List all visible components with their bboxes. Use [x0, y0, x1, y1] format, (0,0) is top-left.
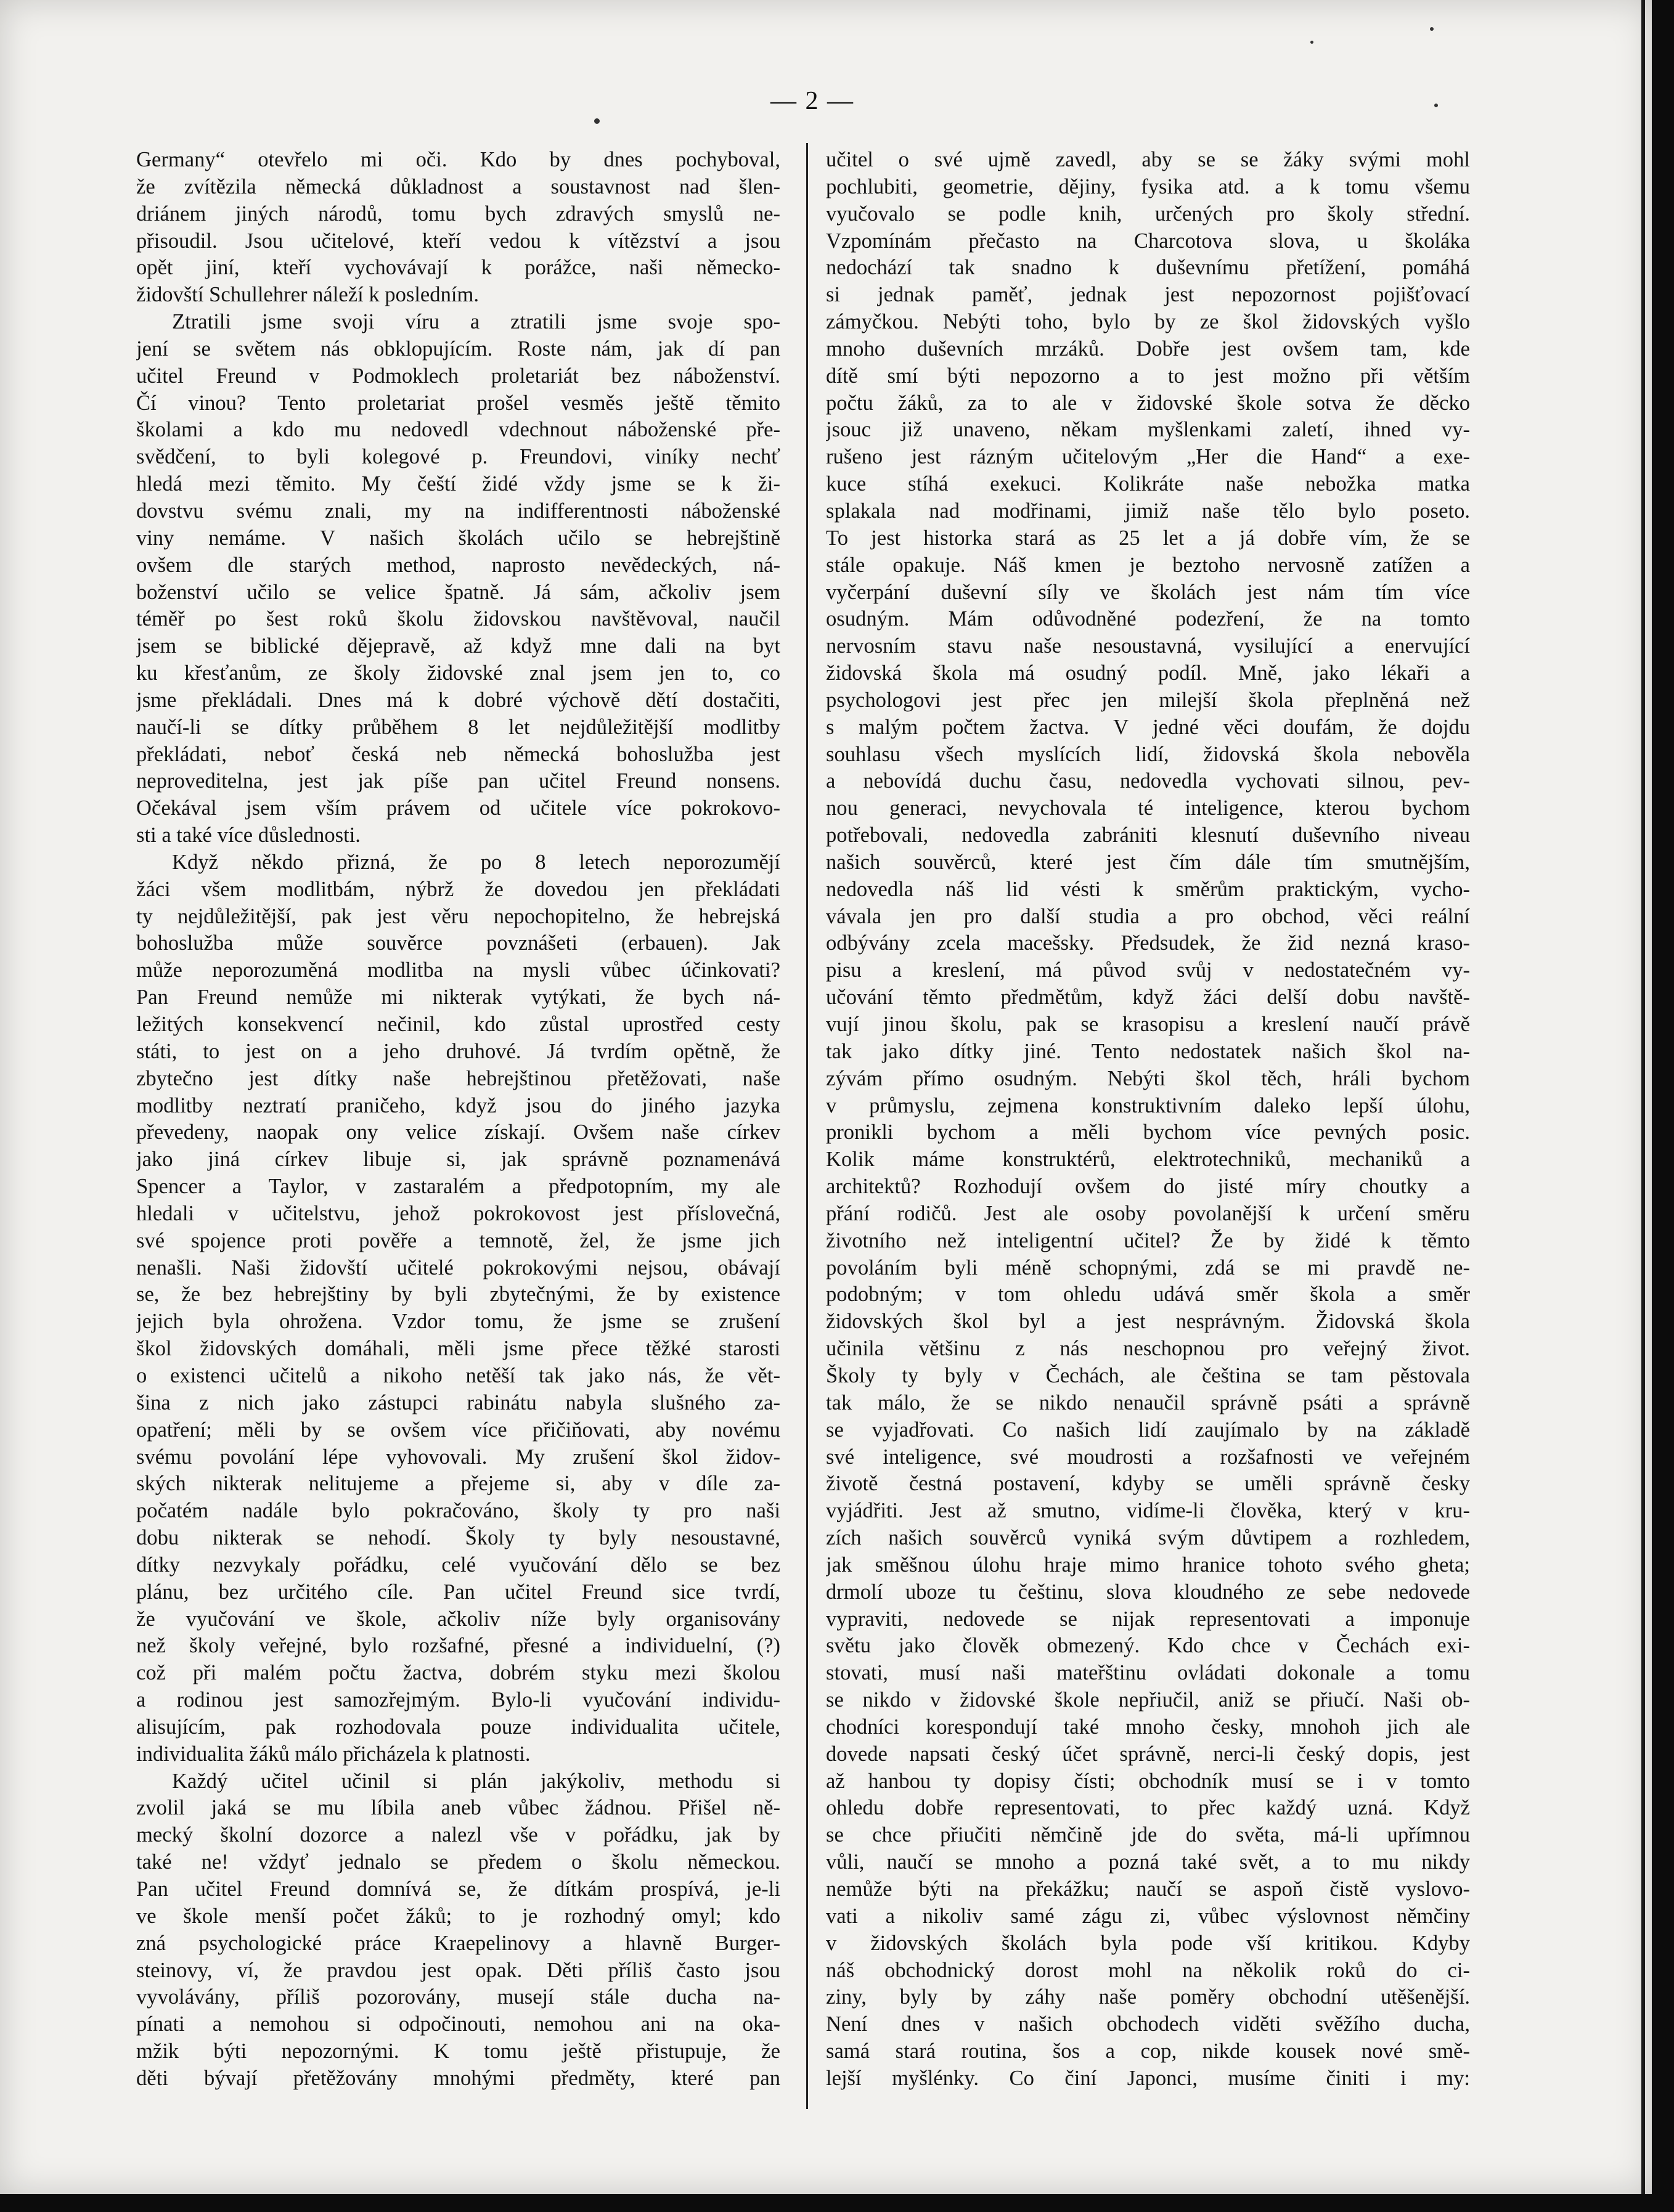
text-line: ziny, byly by záhy naše poměry obchodní utěšenější. — [826, 1985, 1470, 2009]
text-line: boženství učilo se velice špatně. Já sám, ačkoliv jsem — [136, 580, 780, 604]
print-speck — [1434, 104, 1438, 107]
text-line: jsme překládali. Dnes má k dobré výchově dětí dostačiti, — [136, 688, 780, 712]
right-column — [826, 147, 1470, 2092]
text-line: vati a nikoliv samé zágu zi, vůbec výslovnost němčiny — [826, 1904, 1470, 1928]
text-line: splakala nad modřinami, jimiž naše tělo bylo poseto. — [826, 499, 1470, 523]
text-line: v průmyslu, zejmena konstruktivním daleko lepší úlohu, — [826, 1093, 1470, 1117]
text-line: pronikli bychom a měli bychom více pevných posic. — [826, 1120, 1470, 1145]
text-line: stále opakuje. Náš kmen je beztoho nervosně zatížen a — [826, 553, 1470, 577]
text-line: Vzpomínám přečasto na Charcotova slova, u školáka — [826, 229, 1470, 253]
scan-border-bottom — [0, 2194, 1674, 2212]
text-line: ovšem dle starých method, naprosto nevědeckých, ná- — [136, 553, 780, 577]
text-line: chodníci korespondují také mnoho česky, mnohoh jich ale — [826, 1715, 1470, 1739]
text-line: zývám přímo osudným. Nebýti škol těch, hráli bychom — [826, 1066, 1470, 1090]
text-line: a nebovídá duchu času, nedovedla vychovati silnou, pev- — [826, 769, 1470, 793]
text-line: svědčení, to byli kolegové p. Freundovi, viníky nechť — [136, 445, 780, 469]
text-line: zná psychologické práce Kraepelinovy a hlavně Burger- — [136, 1931, 780, 1955]
text-line: židovská škola má osudný podíl. Mně, jako lékaři a — [826, 661, 1470, 685]
text-line: si jednak paměť, jednak jest nepozornost pojišťovací — [826, 283, 1470, 307]
text-line: naučí-li se dítky průběhem 8 let nejdůležitější modlitby — [136, 715, 780, 739]
print-speck — [1310, 41, 1313, 44]
text-line: v židovských školách byla pode vší kritikou. Kdyby — [826, 1931, 1470, 1955]
left-column — [136, 147, 780, 2092]
text-line: pisu a kreslení, má původ svůj v nedostatečném vy- — [826, 958, 1470, 982]
text-line: opět jiní, kteří vychovávají k porážce, naši německo- — [136, 256, 780, 280]
text-line: přisoudil. Jsou učitelové, kteří vedou k vítězství a jsou — [136, 229, 780, 253]
text-line: Ztratili jsme svoji víru a ztratili jsme svoje spo- — [172, 310, 780, 334]
text-line: psychologovi jest přec jen milejší škola přeplněná než — [826, 688, 1470, 712]
text-line: židovských škol byl a jest nesprávným. Židovská škola — [826, 1310, 1470, 1334]
text-line: pochlubiti, geometrie, dějiny, fysika atd. a k tomu všemu — [826, 174, 1470, 198]
text-line: Když někdo přizná, že po 8 letech neporozumějí — [172, 850, 780, 874]
text-line: tak jako dítky jiné. Tento nedostatek našich škol na- — [826, 1039, 1470, 1063]
text-line: dítě smí býti nepozorno a to jest možno při větším — [826, 364, 1470, 388]
text-line: dobu nikterak se nehodí. Školy ty byly nesoustavné, — [136, 1526, 780, 1550]
text-line: Germany“ otevřelo mi oči. Kdo by dnes pochyboval, — [136, 148, 780, 171]
text-line: překládati, neboť česká neb německá bohoslužba jest — [136, 742, 780, 766]
text-line: což při malém počtu žactva, dobrém styku mezi školou — [136, 1661, 780, 1685]
text-line: vávala jen pro další studia a pro obchod, věci reální — [826, 904, 1470, 928]
text-line: vůli, naučí se mnoho a pozná také svět, a to mu nikdy — [826, 1850, 1470, 1874]
text-line: s malým počtem žactva. V jedné věci doufám, že dojdu — [826, 715, 1470, 739]
text-line: mžik býti nepozornými. K tomu ještě přistupuje, že — [136, 2039, 780, 2063]
text-line: až hanbou ty dopisy čísti; obchodník musí se i v tomto — [826, 1769, 1470, 1793]
text-line: plánu, bez určitého cíle. Pan učitel Freund sice tvrdí, — [136, 1580, 780, 1604]
text-line: ty nejdůležitější, pak jest věru nepochopitelno, že hebrejská — [136, 904, 780, 928]
text-line: individualita žáků málo přicházela k platnosti. — [136, 1742, 531, 1766]
text-line: nemůže býti na překážku; naučí se aspoň čistě vyslovo- — [826, 1877, 1470, 1901]
text-line: stovati, musí naši mateřštinu ovládati dokonale a tomu — [826, 1661, 1470, 1685]
text-line: jak směšnou úlohu hraje mimo hranice tohoto svého gheta; — [826, 1553, 1470, 1577]
scan-border-right — [1652, 0, 1674, 2212]
text-line: může neporozuměná modlitba na mysli vůbec účinkovati? — [136, 958, 780, 982]
text-line: se vyjadřovati. Co našich lidí zaujímalo by na základě — [826, 1418, 1470, 1442]
text-line: souhlasu všech myslících lidí, židovská škola nebověla — [826, 742, 1470, 766]
text-line: přání rodičů. Jest ale osoby povolanější k určení směru — [826, 1201, 1470, 1225]
text-line: počtu žáků, za to ale v židovské škole sotva že děcko — [826, 391, 1470, 415]
text-line: rušeno jest rázným učitelovým „Her die Hand“ a exe- — [826, 445, 1470, 469]
text-line: převedeny, naopak ony velice získají. Ovšem naše církev — [136, 1120, 780, 1145]
text-line: zvolil jaká se mu líbila aneb vůbec žádnou. Přišel ně- — [136, 1796, 780, 1820]
text-line: nenašli. Naši židovští učitelé pokrokovými nejsou, obávají — [136, 1255, 780, 1279]
text-line: učování těmto předmětům, když žáci delší dobu navště- — [826, 986, 1470, 1010]
text-line: že vyučování ve škole, ačkoliv níže byly organisovány — [136, 1607, 780, 1631]
text-line: vyučovalo se podle knih, určených pro školy střední. — [826, 202, 1470, 226]
text-line: steinovy, ví, že pravdou jest opak. Děti příliš často jsou — [136, 1958, 780, 1982]
text-line: počatém nadále bylo pokračováno, školy ty pro naši — [136, 1499, 780, 1523]
text-line: jení se světem nás obklopujícím. Roste nám, jak dí pan — [136, 337, 780, 361]
text-line: nedochází tak snadno k duševnímu přetížení, pomáhá — [826, 256, 1470, 280]
text-line: povoláním byli méně schopnými, zdá se mi pravdě ne- — [826, 1255, 1470, 1279]
text-line: vyvolávány, příliš pozorovány, musejí stále ducha na- — [136, 1985, 780, 2009]
text-line: nedovedla náš lid vésti k směrům praktickým, vycho- — [826, 877, 1470, 901]
text-line: jsouc již unaveno, někam myšlenkami zaletí, ihned vy- — [826, 418, 1470, 442]
text-line: téměř po šest roků školu židovskou navštěvoval, naučil — [136, 607, 780, 631]
print-speck — [594, 118, 600, 124]
text-line: viny nemáme. V našich školách učilo se hebrejštině — [136, 526, 780, 550]
text-line: opatření; měli by se ovšem více přičiňovati, aby novému — [136, 1418, 780, 1442]
print-speck — [1430, 27, 1434, 31]
text-line: se chce přiučiti němčině jde do světa, má-li upřímnou — [826, 1823, 1470, 1847]
text-line: náš obchodnický dorost mohl na několik roků do ci- — [826, 1958, 1470, 1982]
text-line: vypraviti, nedovede se nijak representovati a imponuje — [826, 1607, 1470, 1631]
text-line: Čí vinou? Tento proletariat prošel vesměs ještě těmito — [136, 391, 780, 415]
text-line: hledali v učitelstvu, jehož pokrokovost jest příslovečná, — [136, 1201, 780, 1225]
text-line: drmolí uboze tu češtinu, slova kloudného ze sebe nedovede — [826, 1580, 1470, 1604]
text-line: vyčerpání duševní síly ve školách jest nám tím více — [826, 580, 1470, 604]
text-line: učitel Freund v Podmoklech proletariát bez náboženství. — [136, 364, 780, 388]
text-line: jejich byla ohrožena. Vzdor tomu, že jsme se zrušení — [136, 1310, 780, 1334]
text-line: Kolik máme konstruktérů, elektrotechniků, mechaniků a — [826, 1148, 1470, 1172]
text-line: svému povolání lépe vyhovovali. My zrušení škol židov- — [136, 1445, 780, 1469]
text-line: alisujícím, pak rozhodovala pouze individualita učitele, — [136, 1715, 780, 1739]
text-line: Spencer a Taylor, v zastaralém a předpotopním, my ale — [136, 1175, 780, 1199]
text-line: své inteligence, své moudrosti a rozšafnosti ve veřejném — [826, 1445, 1470, 1469]
text-line: dítky nezvykaly pořádku, celé vyučování dělo se bez — [136, 1553, 780, 1577]
page-number: — 2 — — [770, 87, 854, 115]
text-line: jako jiná církev libuje si, jak správně poznamenává — [136, 1148, 780, 1172]
text-line: jsem se biblické dějepravě, až když mne dali na byt — [136, 634, 780, 658]
text-line: ských nikterak nelitujeme a přejeme si, aby v díle za- — [136, 1472, 780, 1496]
text-line: architektů? Rozhodují ovšem do jisté míry choutky a — [826, 1175, 1470, 1199]
text-line: Pan učitel Freund domnívá se, že dítkám prospívá, je-li — [136, 1877, 780, 1901]
text-line: učinila většinu z nás neschopnou pro veřejný život. — [826, 1337, 1470, 1361]
text-line: driánem jiných národů, tomu bych zdravých smyslů ne- — [136, 202, 780, 226]
text-line: Očekával jsem vším právem od učitele více pokrokovo- — [136, 796, 780, 820]
text-line: potřebovali, nedovedla zabrániti klesnutí duševního niveau — [826, 823, 1470, 847]
text-line: nou generaci, nevychovala té inteligence, kterou bychom — [826, 796, 1470, 820]
text-line: pínati a nemohou si odpočinouti, nemohou ani na oka- — [136, 2012, 780, 2036]
text-line: a rodinou jest samozřejmým. Bylo-li vyučování individu- — [136, 1688, 780, 1712]
text-line: samá stará routina, šos a cop, nikde kousek nové smě- — [826, 2039, 1470, 2063]
text-line: odbývány zcela macešsky. Předsudek, že žid nezná kraso- — [826, 931, 1470, 955]
text-line: také ne! vždyť jednalo se předem o školu německou. — [136, 1850, 780, 1874]
text-line: ležitých konsekvencí nečinil, kdo zůstal uprostřed cesty — [136, 1013, 780, 1036]
text-line: děti bývají přetěžovány mnohými předměty, které pan — [136, 2066, 780, 2090]
text-line: šina z nich jako zástupci rabinátu nabyla slušného za- — [136, 1390, 780, 1414]
text-line: ku křesťanům, ze školy židovské znal jsem jen to, co — [136, 661, 780, 685]
text-line: tak málo, že se nikdo nenaučil správně psáti a správně — [826, 1390, 1470, 1414]
text-line: modlitby neztratí praničeho, když jsou do jiného jazyka — [136, 1093, 780, 1117]
text-line: o existenci učitelů a nikoho netěší tak jako nás, že vět- — [136, 1363, 780, 1387]
text-line: mecký školní dozorce a nalezl vše v pořádku, jak by — [136, 1823, 780, 1847]
text-line: podobným; v tom ohledu udává směr škola a směr — [826, 1283, 1470, 1307]
text-line: že zvítězila německá důkladnost a soustavnost nad šlen- — [136, 174, 780, 198]
text-line: učitel o své ujmě zavedl, aby se se žáky svými mohl — [826, 148, 1470, 171]
text-line: státi, to jest on a jeho druhové. Já tvrdím opětně, že — [136, 1039, 780, 1063]
text-line: školami a kdo mu nedovedl vdechnout náboženské pře- — [136, 418, 780, 442]
text-line: hledá mezi těmito. My čeští židé vždy jsme se k ži- — [136, 472, 780, 496]
text-line: Pan Freund nemůže mi nikterak vytýkati, že bych ná- — [136, 986, 780, 1010]
text-line: vyjádřiti. Jest až smutno, vidíme-li člověka, který v kru- — [826, 1499, 1470, 1523]
text-line: Školy ty byly v Čechách, ale čeština se tam pěstovala — [826, 1363, 1470, 1387]
page-edge-rule — [1641, 0, 1645, 2194]
text-line: se, že bez hebrejštiny by byli zbytečnými, že by existence — [136, 1283, 780, 1307]
column-divider — [806, 143, 808, 2109]
text-line: dovstvu svému znali, my na indifferentnosti náboženské — [136, 499, 780, 523]
text-line: ohledu dobře representovati, to přec každý uzná. Když — [826, 1796, 1470, 1820]
text-line: našich souvěrců, které jest čím dále tím smutnějším, — [826, 850, 1470, 874]
text-line: se nikdo v židovské škole nepřiučil, aniž se přiučí. Naši ob- — [826, 1688, 1470, 1712]
text-line: dovede napsati český účet správně, nerci-li český dopis, jest — [826, 1742, 1470, 1766]
text-line: Není dnes v našich obchodech viděti svěžího ducha, — [826, 2012, 1470, 2036]
text-line: zích našich souvěrců vyniká svým důvtipem a rozhledem, — [826, 1526, 1470, 1550]
text-line: životního než inteligentní učitel? Že by židé k těmto — [826, 1228, 1470, 1252]
text-line: sti a také více důslednosti. — [136, 823, 361, 847]
text-line: neproveditelna, jest jak píše pan učitel Freund nonsens. — [136, 769, 780, 793]
text-line: židovští Schullehrer náleží k posledním. — [136, 283, 480, 307]
text-line: lejší myšlénky. Co činí Japonci, musíme činiti i my: — [826, 2066, 1470, 2090]
text-line: To jest historka stará as 25 let a já dobře vím, že se — [826, 526, 1470, 550]
text-line: své spojence proti pověře a temnotě, žel, že jsme jich — [136, 1228, 780, 1252]
text-line: světu jako člověk obmezený. Kdo chce v Čechách exi- — [826, 1634, 1470, 1658]
text-line: než školy veřejné, bylo rozšafné, přesné a individuelní, (?) — [136, 1634, 780, 1658]
text-line: Každý učitel učinil si plán jakýkoliv, methodu si — [172, 1769, 780, 1793]
text-line: nervosním stavu naše nesoustavná, vysilující a enervující — [826, 634, 1470, 658]
text-line: zámyčkou. Nebýti toho, bylo by ze škol židovských vyšlo — [826, 310, 1470, 334]
text-line: mnoho duševních mrzáků. Dobře jest ovšem tam, kde — [826, 337, 1470, 361]
text-line: kuce stíhá exekuci. Kolikráte naše nebožka matka — [826, 472, 1470, 496]
text-line: ve škole menší počet žáků; to je rozhodný omyl; kdo — [136, 1904, 780, 1928]
text-line: vují jinou školu, pak se krasopisu a kreslení naučí právě — [826, 1013, 1470, 1036]
text-line: bohoslužba může souvěrce povznášeti (erbauen). Jak — [136, 931, 780, 955]
text-line: osudným. Mám odůvodněné podezření, že na tomto — [826, 607, 1470, 631]
text-line: škol židovských domáhali, měli jsme přece těžké starosti — [136, 1337, 780, 1361]
text-line: životě čestná postavení, kdyby se uměli správně česky — [826, 1472, 1470, 1496]
text-line: žáci všem modlitbám, nýbrž že dovedou jen překládati — [136, 877, 780, 901]
text-line: zbytečno jest dítky naše hebrejštinou přetěžovati, naše — [136, 1066, 780, 1090]
